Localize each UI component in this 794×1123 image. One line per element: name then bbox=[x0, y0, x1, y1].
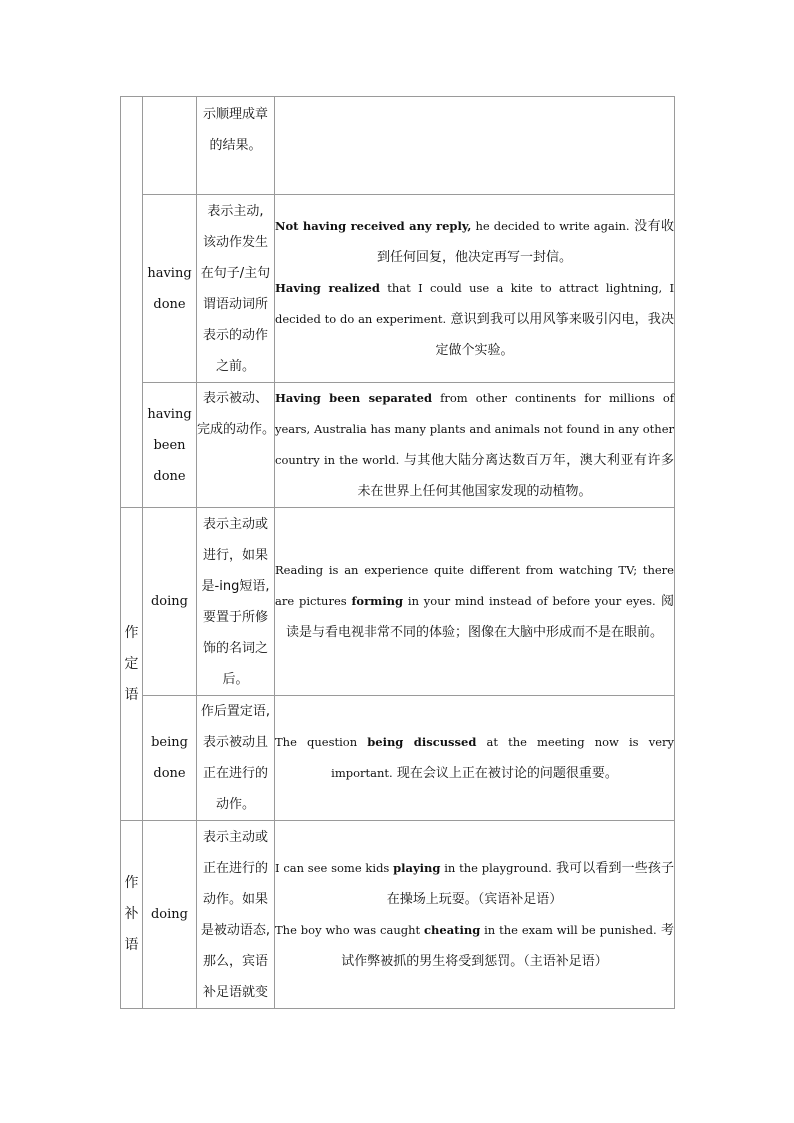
grammar-table bbox=[120, 96, 675, 1009]
example-translation: 与其他大陆分离达数百万年，澳大利亚有许多未在世界上任何其他国家发现的动植物。 bbox=[357, 453, 674, 499]
desc-line: 表示主动或 bbox=[202, 516, 268, 532]
desc-line: 是-ing短语, bbox=[201, 578, 270, 594]
example-cell-having-been-done bbox=[275, 383, 675, 508]
desc-line: 饰的名词之 bbox=[202, 640, 268, 656]
example-text: The boy who was caught bbox=[275, 922, 425, 937]
role-cell-continued bbox=[121, 97, 143, 508]
example-translation: 没有收到任何回复，他决定再写一封信。 bbox=[376, 219, 674, 265]
form-word: done bbox=[153, 296, 186, 312]
example-highlight: Not having received any reply, bbox=[275, 219, 472, 233]
desc-line: 是被动语态, bbox=[200, 922, 271, 938]
table-row bbox=[121, 97, 675, 195]
desc-line: 表示主动或 bbox=[202, 829, 268, 845]
example-highlight: Having been separated bbox=[275, 391, 433, 405]
desc-line: 表示主动, bbox=[207, 203, 264, 219]
form-cell-empty bbox=[143, 97, 197, 195]
desc-line: 那么，宾语 bbox=[202, 953, 268, 969]
desc-line: 的结果。 bbox=[209, 138, 262, 153]
example-highlight: being discussed bbox=[367, 735, 477, 749]
form-word: being bbox=[151, 735, 188, 750]
desc-cell-having-done bbox=[197, 195, 275, 383]
desc-cell bbox=[197, 97, 275, 195]
table-row bbox=[121, 508, 675, 696]
desc-cell-attr-doing bbox=[197, 508, 275, 696]
role-char: 作 bbox=[124, 624, 139, 641]
desc-line: 后。 bbox=[222, 671, 249, 687]
form-word: doing bbox=[150, 594, 188, 609]
form-cell-having-been-done bbox=[143, 383, 197, 508]
desc-line: 完成的动作。 bbox=[197, 422, 276, 437]
role-cell-attributive bbox=[121, 508, 143, 821]
desc-line: 动作。如果 bbox=[202, 891, 268, 907]
desc-line: 进行，如果 bbox=[202, 547, 268, 563]
desc-line: 表示的动作 bbox=[202, 327, 268, 343]
form-word: been bbox=[153, 437, 186, 453]
form-cell-being-done bbox=[143, 696, 197, 821]
example-text: I can see some kids bbox=[275, 860, 394, 875]
form-cell-complement-doing bbox=[143, 821, 197, 1009]
example-text: at the meeting now is very important. bbox=[331, 735, 674, 780]
desc-line: 示顺理成章 bbox=[202, 107, 268, 122]
example-cell-attr-doing bbox=[275, 508, 675, 696]
form-cell-doing bbox=[143, 508, 197, 696]
role-char: 定 bbox=[124, 655, 139, 672]
table-row bbox=[121, 696, 675, 821]
example-cell-having-done bbox=[275, 195, 675, 383]
form-word: done bbox=[153, 468, 186, 484]
example-text: in the playground. bbox=[440, 860, 552, 875]
example-highlight: cheating bbox=[424, 922, 481, 937]
desc-line: 表示被动且 bbox=[202, 735, 268, 750]
example-text: in the exam will be punished. bbox=[480, 922, 657, 937]
example-cell-empty bbox=[275, 97, 675, 195]
table-row bbox=[121, 383, 675, 508]
form-word: doing bbox=[150, 907, 188, 922]
form-word: done bbox=[153, 766, 186, 781]
form-word: having bbox=[147, 406, 192, 422]
example-text: in your mind instead of before your eyes. bbox=[403, 594, 656, 608]
example-text: he decided to write again. bbox=[471, 219, 630, 233]
form-cell-having-done bbox=[143, 195, 197, 383]
example-highlight: playing bbox=[393, 860, 441, 875]
desc-line: 正在进行的 bbox=[202, 766, 268, 781]
example-cell-being-done bbox=[275, 696, 675, 821]
desc-cell-complement bbox=[197, 821, 275, 1009]
example-translation: 阅读是与看电视非常不同的体验；图像在大脑中形成而不是在眼前。 bbox=[285, 594, 674, 640]
example-cell-complement bbox=[275, 821, 675, 1009]
table-row bbox=[121, 821, 675, 1009]
desc-cell-having-been-done bbox=[197, 383, 275, 508]
example-highlight: Having realized bbox=[275, 281, 380, 295]
example-text: The question bbox=[275, 735, 368, 749]
desc-line: 在句子/主句 bbox=[200, 265, 271, 281]
example-text: that I could use a kite to attract lightning, I decided to do an experiment. bbox=[275, 281, 674, 326]
example-highlight: forming bbox=[351, 594, 404, 608]
desc-line: 谓语动词所 bbox=[202, 296, 268, 312]
desc-cell-being-done bbox=[197, 696, 275, 821]
example-translation: 考试作弊被抓的男生将受到惩罚。（主语补足语） bbox=[341, 922, 674, 969]
desc-line: 要置于所修 bbox=[202, 609, 268, 625]
role-char: 语 bbox=[124, 686, 139, 703]
role-char: 作 bbox=[124, 875, 139, 891]
desc-line: 作后置定语, bbox=[200, 704, 271, 719]
desc-line: 动作。 bbox=[215, 797, 255, 812]
role-cell-complement bbox=[121, 821, 143, 1009]
desc-line: 该动作发生 bbox=[202, 234, 268, 250]
example-translation: 现在会议上正在被讨论的问题很重要。 bbox=[396, 766, 618, 781]
role-char: 补 bbox=[124, 906, 139, 922]
desc-line: 补足语就变 bbox=[202, 984, 268, 1000]
example-translation: 我可以看到一些孩子在操场上玩耍。（宾语补足语） bbox=[386, 860, 675, 907]
desc-line: 表示被动、 bbox=[202, 391, 268, 406]
desc-line: 正在进行的 bbox=[202, 860, 268, 876]
table-row bbox=[121, 195, 675, 383]
form-word: having bbox=[147, 265, 192, 281]
example-text: Reading is an experience quite different from watching TV; there are pictures bbox=[275, 563, 674, 608]
example-text: from other continents for millions of years, Australia has many plants and animals not found in any other country in the world. bbox=[275, 391, 675, 467]
role-char: 语 bbox=[124, 937, 139, 953]
desc-line: 之前。 bbox=[215, 358, 255, 374]
example-translation: 意识到我可以用风筝来吸引闪电，我决定做个实验。 bbox=[435, 312, 674, 358]
